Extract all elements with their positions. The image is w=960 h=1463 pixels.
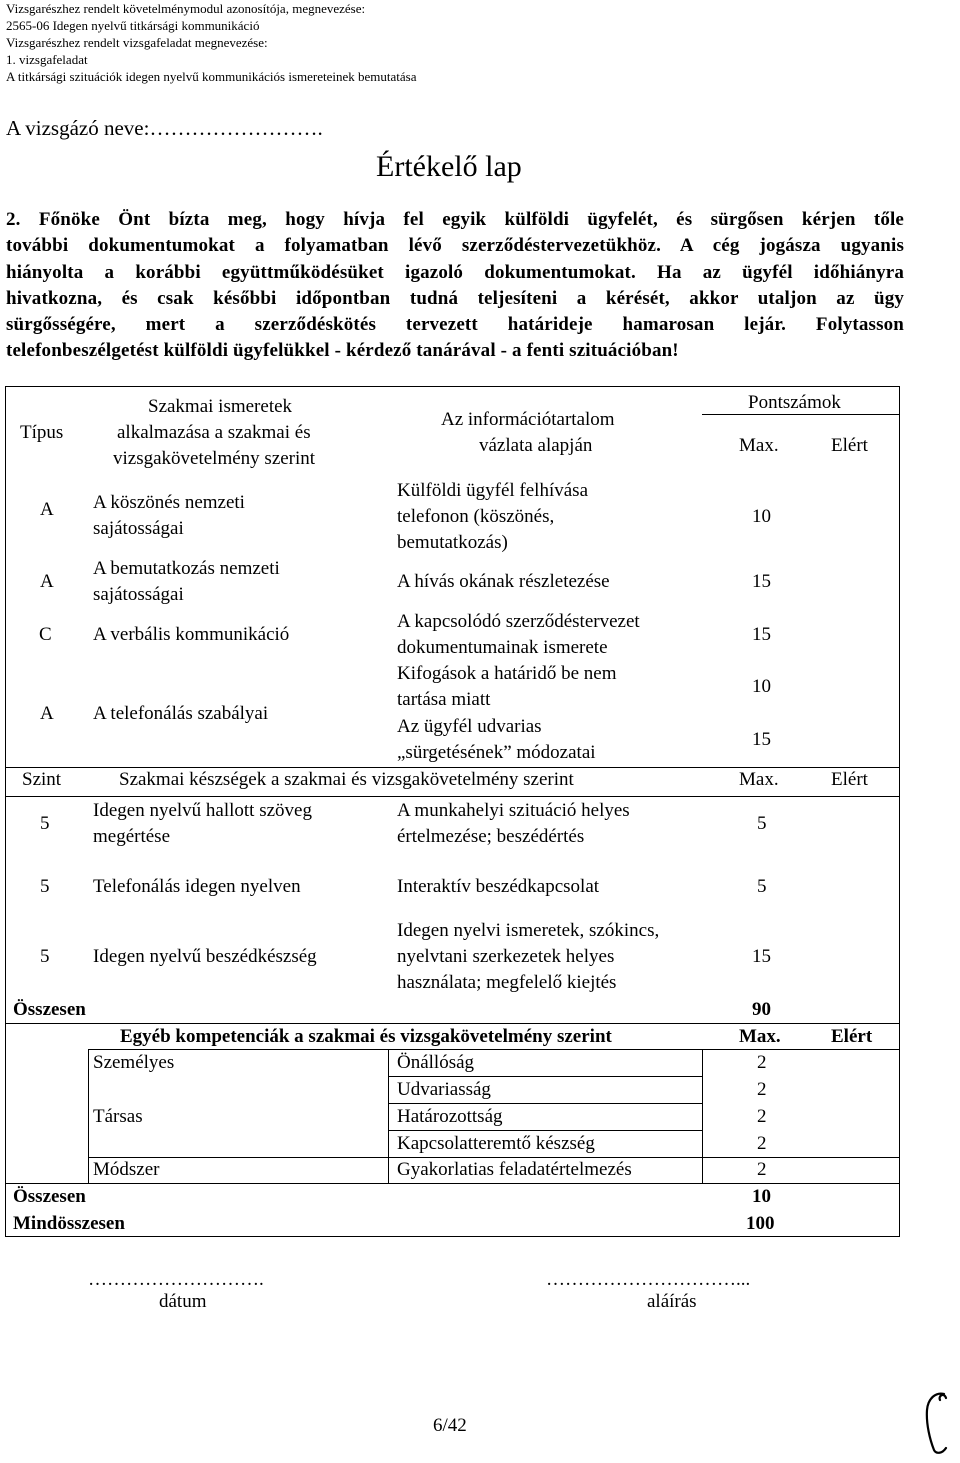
knowledge-cell: sajátosságai — [93, 518, 184, 539]
signature-label: aláírás — [647, 1291, 697, 1312]
task-line: 2. Főnöke Önt bízta meg, hogy hívja fel egyik külföldi ügyfelét, és sürgősen kérjen tőle — [6, 209, 904, 230]
max-cell: 10 — [752, 506, 771, 527]
competency-item: Udvariasság — [397, 1079, 491, 1100]
col-header-info: Az információtartalom — [441, 409, 615, 430]
col-header-info: vázlata alapján — [479, 435, 593, 456]
competencies-header-label: Egyéb kompetenciák a szakmai és vizsgakövetelmény szerint — [120, 1026, 612, 1047]
skills-header-max: Max. — [739, 769, 779, 790]
header-line-1: Vizsgarészhez rendelt követelménymodul azonosítója, megnevezése: — [6, 1, 366, 16]
subtotal-label: Összesen — [13, 999, 86, 1020]
candidate-name-field: A vizsgázó neve:……………………. — [6, 116, 323, 140]
info-cell: használata; megfelelő kiejtés — [397, 972, 617, 993]
col-header-achieved: Elért — [831, 435, 868, 456]
competency-group: Személyes — [93, 1052, 175, 1073]
competency-item: Gyakorlatias feladatértelmezés — [397, 1159, 632, 1180]
task-line: hiányolta a korábbi együttműködésüket igazoló dokumentumokat. Ha az ügyfél időhiányra — [6, 261, 904, 283]
info-cell: A kapcsolódó szerződéstervezet — [397, 611, 640, 632]
knowledge-cell: sajátosságai — [93, 584, 184, 605]
knowledge-cell: Telefonálás idegen nyelven — [93, 876, 301, 897]
task-line: hivatkozna, és csak későbbi időpontban tudná teljesíteni a kérését, akkor utaljon az ügy — [6, 287, 904, 309]
level-cell: 5 — [40, 813, 50, 834]
page-title: Értékelő lap — [376, 150, 522, 183]
max-cell: 2 — [757, 1133, 767, 1154]
signature-dots: …………………………... — [546, 1269, 751, 1290]
max-cell: 5 — [757, 876, 767, 897]
competencies-header-achieved: Elért — [831, 1026, 873, 1047]
max-cell: 10 — [752, 676, 771, 697]
info-cell: „sürgetésének” módozatai — [397, 742, 596, 763]
competency-group: Módszer — [93, 1159, 160, 1180]
type-cell: A — [40, 703, 54, 724]
info-cell: dokumentumainak ismerete — [397, 637, 608, 658]
col-header-type: Típus — [20, 422, 64, 443]
rule — [5, 796, 900, 797]
knowledge-cell: Idegen nyelvű beszédkészség — [93, 946, 317, 967]
col-header-knowledge: vizsgakövetelmény szerint — [113, 448, 316, 469]
header-line-3: Vizsgarészhez rendelt vizsgafeladat megnevezése: — [6, 35, 268, 50]
type-cell: A — [40, 571, 54, 592]
task-description — [6, 207, 904, 365]
max-cell: 2 — [757, 1079, 767, 1100]
header-line-4: 1. vizsgafeladat — [6, 52, 88, 67]
competency-item: Kapcsolatteremtő készség — [397, 1133, 595, 1154]
handwritten-mark-icon — [918, 1388, 952, 1458]
competencies-header-max: Max. — [739, 1026, 781, 1047]
col-header-points: Pontszámok — [748, 392, 841, 413]
competency-item: Önállóság — [397, 1052, 475, 1073]
info-cell: telefonon (köszönés, — [397, 506, 555, 527]
max-cell: 15 — [752, 571, 771, 592]
rule — [702, 1049, 703, 1183]
type-cell: C — [39, 624, 52, 645]
info-cell: A munkahelyi szituáció helyes — [397, 800, 630, 821]
max-cell: 15 — [752, 946, 771, 967]
knowledge-cell: A verbális kommunikáció — [93, 624, 290, 645]
level-cell: 5 — [40, 946, 50, 967]
info-cell: Idegen nyelvi ismeretek, szókincs, — [397, 920, 660, 941]
skills-header-level: Szint — [22, 769, 62, 790]
max-cell: 2 — [757, 1159, 767, 1180]
col-header-max: Max. — [739, 435, 779, 456]
type-cell: A — [40, 499, 54, 520]
info-cell: nyelvtani szerkezetek helyes — [397, 946, 615, 967]
skills-header-achieved: Elért — [831, 769, 868, 790]
page-number: 6/42 — [433, 1415, 467, 1436]
rule — [88, 1049, 89, 1183]
competency-item: Határozottság — [397, 1106, 503, 1127]
info-cell: Külföldi ügyfél felhívása — [397, 480, 589, 501]
knowledge-cell: A köszönés nemzeti — [93, 492, 245, 513]
info-cell: A hívás okának részletezése — [397, 571, 610, 592]
col-header-knowledge: alkalmazása a szakmai és — [117, 422, 311, 443]
date-label: dátum — [159, 1291, 207, 1312]
total-value: 100 — [746, 1213, 775, 1234]
max-cell: 15 — [752, 624, 771, 645]
total-label: Mindösszesen — [13, 1213, 125, 1234]
col-header-knowledge: Szakmai ismeretek — [148, 396, 293, 417]
task-line: további dokumentumokat a folyamatban lévő szerződéstervezetükhöz. A cég jogásza ugyanis — [6, 235, 904, 257]
max-cell: 2 — [757, 1052, 767, 1073]
skills-header-label: Szakmai készségek a szakmai és vizsgakövetelmény szerint — [119, 769, 574, 790]
info-cell: Kifogások a határidő be nem — [397, 663, 617, 684]
date-dots: ………………………. — [88, 1269, 264, 1290]
task-line: sürgősségére, mert a szerződéskötés tervezett határideje hamarosan lejár. Folytasson — [6, 314, 904, 336]
max-cell: 2 — [757, 1106, 767, 1127]
knowledge-cell: megértése — [93, 826, 171, 847]
max-cell: 5 — [757, 813, 767, 834]
info-cell: Interaktív beszédkapcsolat — [397, 876, 600, 897]
knowledge-cell: Idegen nyelvű hallott szöveg — [93, 800, 312, 821]
header-line-5: A titkársági szituációk idegen nyelvű kommunikációs ismereteinek bemutatása — [6, 69, 417, 84]
info-cell: Az ügyfél udvarias — [397, 716, 542, 737]
rule — [388, 1049, 389, 1183]
info-cell: tartása miatt — [397, 689, 491, 710]
document-header — [6, 0, 416, 85]
level-cell: 5 — [40, 876, 50, 897]
subtotal-label: Összesen — [13, 1186, 86, 1207]
knowledge-cell: A telefonálás szabályai — [93, 703, 269, 724]
header-line-2: 2565-06 Idegen nyelvű titkársági kommunikáció — [6, 18, 260, 33]
subtotal-value: 10 — [752, 1186, 771, 1207]
subtotal-value: 90 — [752, 999, 771, 1020]
info-cell: bemutatkozás) — [397, 532, 508, 553]
task-line: telefonbeszélgetést külföldi ügyfelükkel - kérdező tanárával - a fenti szituációban! — [6, 340, 679, 362]
info-cell: értelmezése; beszédértés — [397, 826, 585, 847]
knowledge-cell: A bemutatkozás nemzeti — [93, 558, 280, 579]
max-cell: 15 — [752, 729, 771, 750]
competency-group: Társas — [93, 1106, 143, 1127]
